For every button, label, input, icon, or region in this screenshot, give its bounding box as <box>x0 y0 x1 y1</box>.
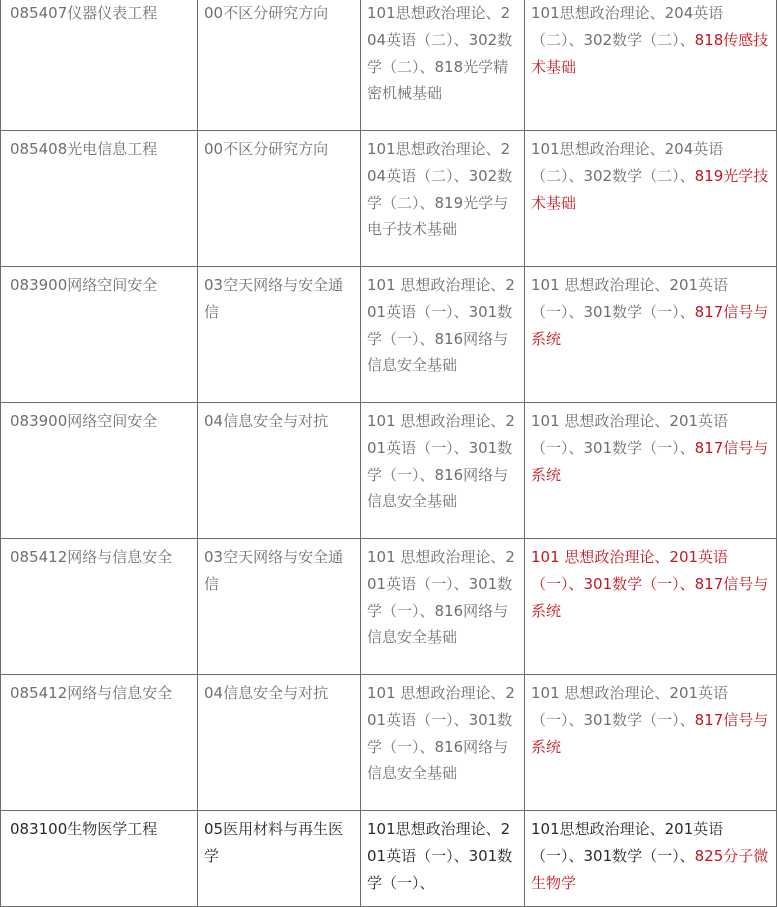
table-row <box>1 403 777 539</box>
table-row <box>1 675 777 811</box>
exam-specialty-text: 817信号与系统 <box>531 438 769 484</box>
exam-cell <box>525 131 777 267</box>
exam-specialty-text: 817信号与系统 <box>531 710 769 756</box>
table-row <box>1 811 777 907</box>
major-cell: 083900网络空间安全 <box>1 403 198 539</box>
major-cell: 085412网络与信息安全 <box>1 675 198 811</box>
exam-specialty-text: 817信号与系统 <box>531 302 769 348</box>
table-row <box>1 0 777 131</box>
direction-cell: 00不区分研究方向 <box>198 0 361 131</box>
exam-specialty-text: 818传感技术基础 <box>531 30 769 76</box>
subjects-cell: 101 思想政治理论、201英语（一）、301数学（一）、816网络与信息安全基础 <box>361 539 525 675</box>
subjects-cell: 101 思想政治理论、201英语（一）、301数学（一）、816网络与信息安全基础 <box>361 403 525 539</box>
exam-common-text: 101思想政治理论、201英语（一）、301数学（一）、 <box>531 820 724 865</box>
exam-common-text: 101 思想政治理论、201英语（一）、301数学（一）、 <box>531 276 729 321</box>
direction-cell: 04信息安全与对抗 <box>198 403 361 539</box>
exam-cell <box>525 0 777 131</box>
exam-common-text: 101思想政治理论、204英语（二）、302数学（二）、 <box>531 140 724 185</box>
direction-cell: 05医用材料与再生医学 <box>198 811 361 907</box>
major-cell: 085408光电信息工程 <box>1 131 198 267</box>
direction-cell: 03空天网络与安全通信 <box>198 267 361 403</box>
table-row <box>1 267 777 403</box>
subjects-cell: 101思想政治理论、204英语（二）、302数学（二）、819光学与电子技术基础 <box>361 131 525 267</box>
exam-common-text: 101 思想政治理论、201英语（一）、301数学（一）、 <box>531 684 729 729</box>
major-cell: 083900网络空间安全 <box>1 267 198 403</box>
major-cell: 085407仪器仪表工程 <box>1 0 198 131</box>
exam-specialty-text: 819光学技术基础 <box>531 166 769 212</box>
subjects-cell: 101 思想政治理论、201英语（一）、301数学（一）、816网络与信息安全基础 <box>361 675 525 811</box>
exam-cell <box>525 539 777 675</box>
exam-cell <box>525 811 777 907</box>
exam-common-text: 101思想政治理论、204英语（二）、302数学（二）、 <box>531 4 724 49</box>
direction-cell: 00不区分研究方向 <box>198 131 361 267</box>
major-cell: 085412网络与信息安全 <box>1 539 198 675</box>
subjects-cell: 101思想政治理论、204英语（二）、302数学（二）、818光学精密机械基础 <box>361 0 525 131</box>
direction-cell: 04信息安全与对抗 <box>198 675 361 811</box>
direction-cell: 03空天网络与安全通信 <box>198 539 361 675</box>
exam-cell <box>525 403 777 539</box>
exam-specialty-text: 825分子微生物学 <box>531 846 769 892</box>
subjects-cell: 101思想政治理论、201英语（一）、301数学（一）、 <box>361 811 525 907</box>
exam-cell <box>525 267 777 403</box>
exam-cell <box>525 675 777 811</box>
major-cell: 083100生物医学工程 <box>1 811 198 907</box>
table-row <box>1 131 777 267</box>
exam-specialty-text: 101 思想政治理论、201英语（一）、301数学（一）、817信号与系统 <box>531 548 769 620</box>
exam-common-text: 101 思想政治理论、201英语（一）、301数学（一）、 <box>531 412 729 457</box>
table-row <box>1 539 777 675</box>
subjects-cell: 101 思想政治理论、201英语（一）、301数学（一）、816网络与信息安全基础 <box>361 267 525 403</box>
